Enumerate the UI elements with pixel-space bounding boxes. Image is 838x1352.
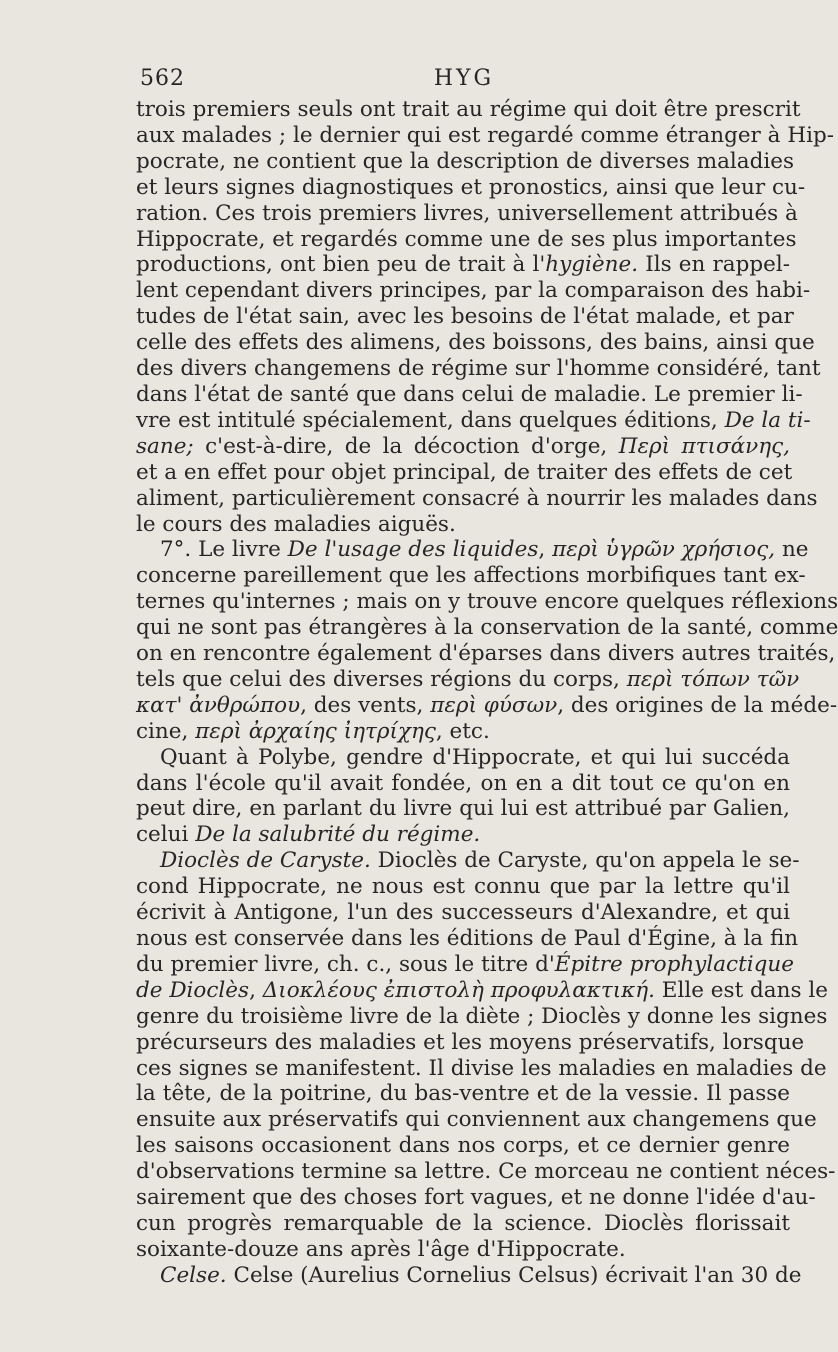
running-head: HYG <box>433 66 495 91</box>
text-segment: du premier livre, ch. c., sous le titre d' <box>136 951 555 977</box>
text-segment: vre est intitulé spécialement, dans quelques éditions, <box>136 407 725 433</box>
text-line <box>136 874 790 900</box>
text-line <box>136 434 790 460</box>
text-line <box>136 719 790 745</box>
text-segment: ration. Ces trois premiers livres, universellement attribués à <box>136 200 798 226</box>
text-segment: tels que celui des diverses régions du corps, <box>136 666 627 692</box>
text-line <box>136 278 811 304</box>
text-line <box>136 796 790 822</box>
page-header <box>140 66 788 98</box>
text-segment: , <box>249 977 263 1003</box>
page-number: 562 <box>140 66 185 91</box>
text-line <box>136 1159 836 1185</box>
text-line <box>136 692 838 719</box>
text-segment: aliment, particulièrement consacré à nourrir les malades dans <box>136 485 818 511</box>
text-segment: pocrate, ne contient que la description de diverses maladies <box>136 148 795 174</box>
text-line <box>136 926 799 952</box>
text-line <box>136 1029 805 1056</box>
text-line <box>136 1211 790 1237</box>
text-segment: lent cependant divers principes, par la comparaison des habi- <box>136 278 811 304</box>
text-line <box>136 848 800 874</box>
text-segment: sairement que des choses fort vagues, et ne donne l'idée d'au- <box>136 1185 816 1211</box>
text-segment: celle des effets des alimens, des boissons, des bains, ainsi que <box>136 330 815 356</box>
italic-text: De la ti- <box>724 407 811 433</box>
text-line <box>136 122 834 149</box>
text-line <box>136 1185 816 1211</box>
text-segment: Dioclès de Caryste, qu'on appela le se- <box>370 848 800 874</box>
italic-text: hygiène. <box>545 252 639 278</box>
text-line <box>136 1133 790 1159</box>
italic-text: sane; <box>136 433 194 459</box>
text-segment: ces signes se manifestent. Il divise les maladies en maladies de <box>136 1055 827 1081</box>
text-segment: , des vents, <box>300 692 431 718</box>
italic-text: Épitre prophylactique <box>554 951 794 977</box>
italic-text: περὶ φύσων <box>430 692 558 718</box>
text-line <box>136 304 794 330</box>
body-text <box>136 97 838 1289</box>
text-line <box>136 407 811 434</box>
text-line <box>136 148 795 175</box>
text-segment: cine, <box>136 718 196 744</box>
text-segment: on en rencontre également d'éparses dans divers autres traités, <box>136 641 836 667</box>
text-segment: , <box>538 537 553 563</box>
text-line <box>136 822 790 848</box>
text-line <box>136 1055 827 1082</box>
text-segment: c'est-à-dire, de la décoction d'orge, <box>193 433 619 459</box>
text-segment: Quant à Polybe, gendre d'Hippocrate, et qui lui succéda <box>160 744 790 770</box>
italic-text: Διοκλέους ἐπιστολὴ προφυλακτική. <box>262 977 655 1003</box>
text-segment: ensuite aux préservatifs qui conviennent aux changemens que <box>136 1107 817 1133</box>
text-segment: et leurs signes diagnostiques et pronostics, ainsi que leur cu- <box>136 174 806 200</box>
text-line <box>136 226 797 253</box>
italic-text: περὶ ὑγρῶν χρήσιος, <box>552 537 776 563</box>
text-segment: cun progrès remarquable de la science. Dioclès florissait <box>136 1210 790 1236</box>
text-segment: aux malades ; le dernier qui est regardé comme étranger à Hip- <box>136 122 834 148</box>
italic-text: περὶ ἀρχαίης ἰητρίχης <box>195 718 436 744</box>
text-line <box>136 771 790 797</box>
text-segment: Ils en rappel- <box>638 252 790 278</box>
text-line <box>136 381 803 408</box>
text-segment: dans l'état de santé que dans celui de maladie. Le premier li- <box>136 381 803 407</box>
text-segment: d'observations termine sa lettre. Ce morceau ne contient néces- <box>136 1159 836 1185</box>
text-line <box>136 252 790 278</box>
text-segment: des divers changemens de régime sur l'homme considéré, tant <box>136 356 821 382</box>
text-segment: peut dire, en parlant du livre qui lui est attribué par Galien, <box>136 796 790 822</box>
text-line <box>136 666 800 693</box>
text-line <box>136 641 836 667</box>
text-line <box>136 745 790 771</box>
text-line <box>136 459 793 486</box>
italic-text: κατ' ἀνθρώπου <box>136 692 301 718</box>
text-line <box>136 485 818 512</box>
text-line <box>136 330 815 356</box>
text-segment: nous est conservée dans les éditions de Paul d'Égine, à la fin <box>136 926 799 951</box>
text-segment: soixante-douze ans après l'âge d'Hippocrate. <box>136 1236 626 1262</box>
italic-text: περὶ τόπων τῶν <box>626 666 800 692</box>
text-segment: dans l'école qu'il avait fondée, on en a dit tout ce qu'on en <box>136 770 790 796</box>
text-line <box>136 512 790 538</box>
text-segment: cond Hippocrate, ne nous est connu que par la lettre qu'il <box>136 874 790 900</box>
text-segment: Celse (Aurelius Cornelius Celsus) écrivait l'an 30 de <box>226 1262 802 1288</box>
text-segment: celui <box>136 822 196 848</box>
text-line <box>136 1237 790 1263</box>
text-line <box>136 1262 802 1289</box>
italic-text: Dioclès de Caryste. <box>160 848 371 874</box>
text-segment: tudes de l'état sain, avec les besoins de l'état malade, et par <box>136 304 794 330</box>
text-line <box>136 1107 817 1133</box>
text-line <box>136 200 798 227</box>
text-line <box>136 951 794 978</box>
text-segment: 7°. Le livre <box>160 537 288 563</box>
italic-text: Celse. <box>160 1262 227 1288</box>
text-segment: et a en effet pour objet principal, de traiter des effets de cet <box>136 459 793 485</box>
text-line <box>136 1081 790 1107</box>
text-line <box>136 977 828 1004</box>
text-segment: genre du troisième livre de la diète ; Dioclès y donne les signes <box>136 1003 828 1029</box>
text-segment: ne <box>775 537 809 563</box>
text-line <box>136 537 809 563</box>
text-line <box>136 1003 828 1030</box>
text-segment: qui ne sont pas étrangères à la conservation de la santé, comme <box>136 615 838 641</box>
italic-text: de Dioclès <box>136 977 250 1003</box>
text-line <box>136 174 806 201</box>
italic-text: Περὶ πτισάνης, <box>618 433 790 459</box>
text-segment: concerne pareillement que les affections morbifiques tant ex- <box>136 563 806 589</box>
text-segment: les saisons occasionent dans nos corps, et ce dernier genre <box>136 1133 790 1159</box>
text-segment: le cours des maladies aiguës. <box>136 511 456 537</box>
text-line <box>136 356 821 382</box>
text-line <box>136 563 806 589</box>
text-line <box>136 97 801 123</box>
text-segment: , etc. <box>435 718 490 744</box>
italic-text: De l'usage des liquides <box>287 537 539 563</box>
text-segment: productions, ont bien peu de trait à l' <box>136 252 546 278</box>
text-segment: Elle est dans le <box>654 977 828 1003</box>
text-segment: Hippocrate, et regardés comme une de ses plus importantes <box>136 226 797 252</box>
text-segment: écrivit à Antigone, l'un des successeurs d'Alexandre, et qui <box>136 900 790 926</box>
text-segment: précurseurs des maladies et les moyens préservatifs, lorsque <box>136 1029 805 1055</box>
text-line <box>136 615 838 641</box>
text-segment: ternes qu'internes ; mais on y trouve encore quelques réflexions <box>136 589 838 615</box>
text-segment: trois premiers seuls ont trait au régime qui doit être prescrit <box>136 97 801 122</box>
italic-text: De la salubrité du régime. <box>195 822 481 848</box>
text-line <box>136 900 790 926</box>
text-segment: la tête, de la poitrine, du bas-ventre et de la vessie. Il passe <box>136 1081 790 1107</box>
text-segment: , des origines de la méde- <box>557 692 838 718</box>
text-line <box>136 589 838 615</box>
